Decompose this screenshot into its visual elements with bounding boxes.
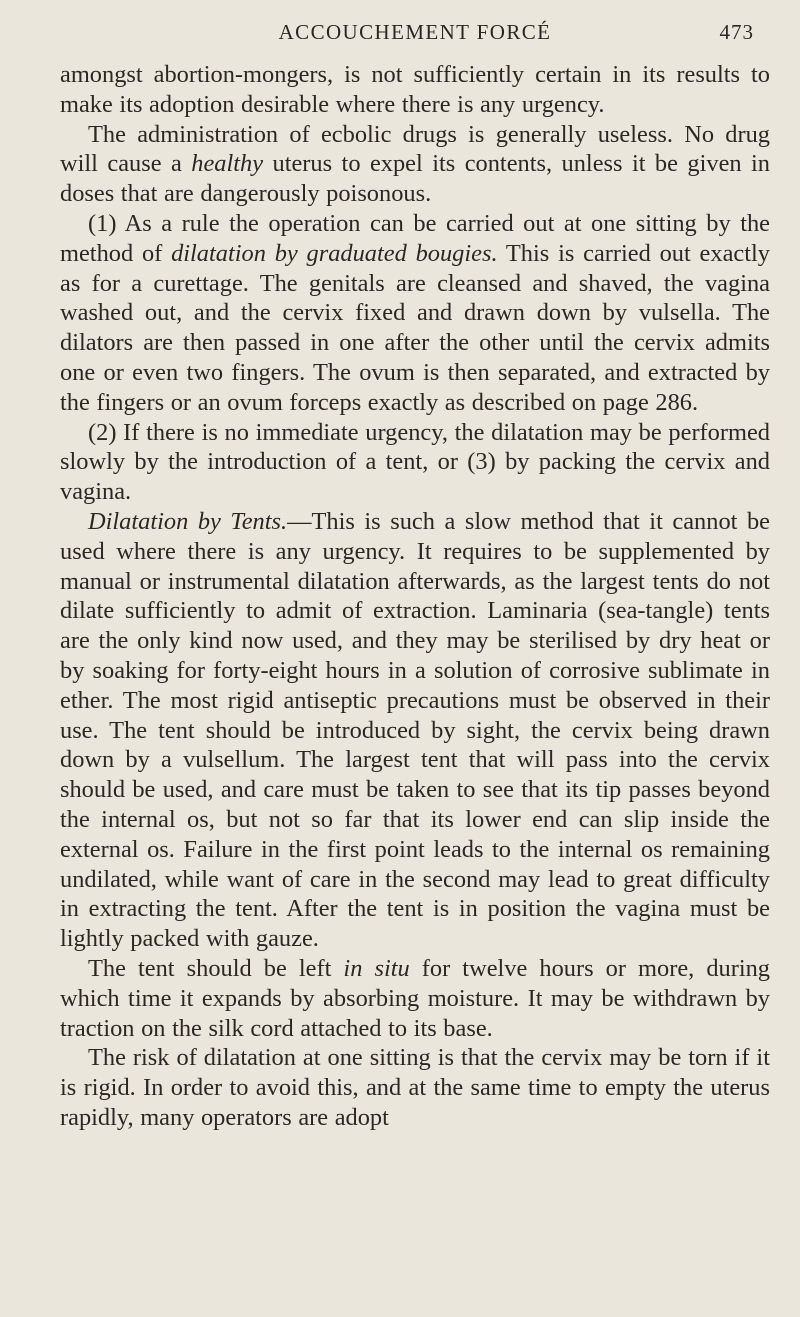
text-span: uterus to expel its contents, unless it be given in doses that are dangerously poisonous.: [60, 150, 770, 208]
text-span: The tent should be left: [88, 954, 344, 982]
paragraph-4: [60, 418, 770, 507]
paragraph-2: [60, 120, 770, 209]
paragraph-6: [60, 954, 770, 1043]
page-header: [60, 12, 770, 56]
text-span: The risk of dilatation at one sitting is that the cervix may be torn if it is rigid. In order to avoid this, and at the same time to empty the uterus rapidly, many operators are adopt: [60, 1044, 770, 1131]
text-span: —This is such a slow method that it cannot be used where there is any urgency. It requires to be supplemented by manual or instrumental dilatation afterwards, as the largest tents do not dilate sufficiently to admit of extraction. Laminaria (sea-tangle) tents are the only kind now used, and they may be sterilised by dry heat or by soaking for forty-eight hours in a solution of corrosive sublimate in ether. The most rigid antiseptic precautions must be observed in their use. The tent should be introduced by sight, the cervix being drawn down by a vulsellum. The largest tent that will pass into the cervix should be used, and care must be taken to see that its tip passes beyond the internal os, but not so far that its lower end can slip inside the external os. Failure in the first point leads to the internal os remaining undilated, while want of care in the second may lead to great difficulty in extracting the tent. After the tent is in position the vagina must be lightly packed with gauze.: [60, 507, 770, 953]
book-page: [0, 12, 800, 1317]
text-span: The administration of ecbolic drugs is generally useless. No drug will cause a: [60, 120, 770, 178]
section-heading-italic: Dilatation by Tents.: [88, 507, 288, 535]
paragraph-7: [60, 1043, 770, 1132]
italic-span: in situ: [343, 954, 410, 982]
text-span: (1) As a rule the operation can be carried out at one sitting by the method of: [60, 209, 770, 267]
italic-span: dilatation by graduated bougies.: [171, 239, 498, 267]
text-span: This is carried out exactly as for a curettage. The genitals are cleansed and shaved, the vagina washed out, and the cervix fixed and drawn down by vulsella. The dilators are then passed in one after the other until the cervix admits one or even two fingers. The ovum is then separated, and extracted by the fingers or an ovum forceps exactly as described on page 286.: [60, 239, 770, 416]
italic-span: healthy: [191, 150, 264, 178]
running-title: ACCOUCHEMENT FORCÉ: [278, 20, 552, 44]
body-text: [60, 60, 770, 1133]
text-span: amongst abortion-mongers, is not sufficiently certain in its results to make its adoption desirable where there is any urgency.: [60, 61, 770, 118]
paragraph-1: [60, 60, 770, 120]
paragraph-3: [60, 209, 770, 418]
text-span: for twelve hours or more, during which time it expands by absorbing moisture. It may be withdrawn by traction on the silk cord attached to its base.: [60, 954, 771, 1042]
text-span: (2) If there is no immediate urgency, the dilatation may be performed slowly by the introduction of a tent, or (3) by packing the cervix and vagina.: [60, 418, 770, 506]
paragraph-5: [60, 507, 770, 954]
page-number: 473: [719, 20, 754, 44]
